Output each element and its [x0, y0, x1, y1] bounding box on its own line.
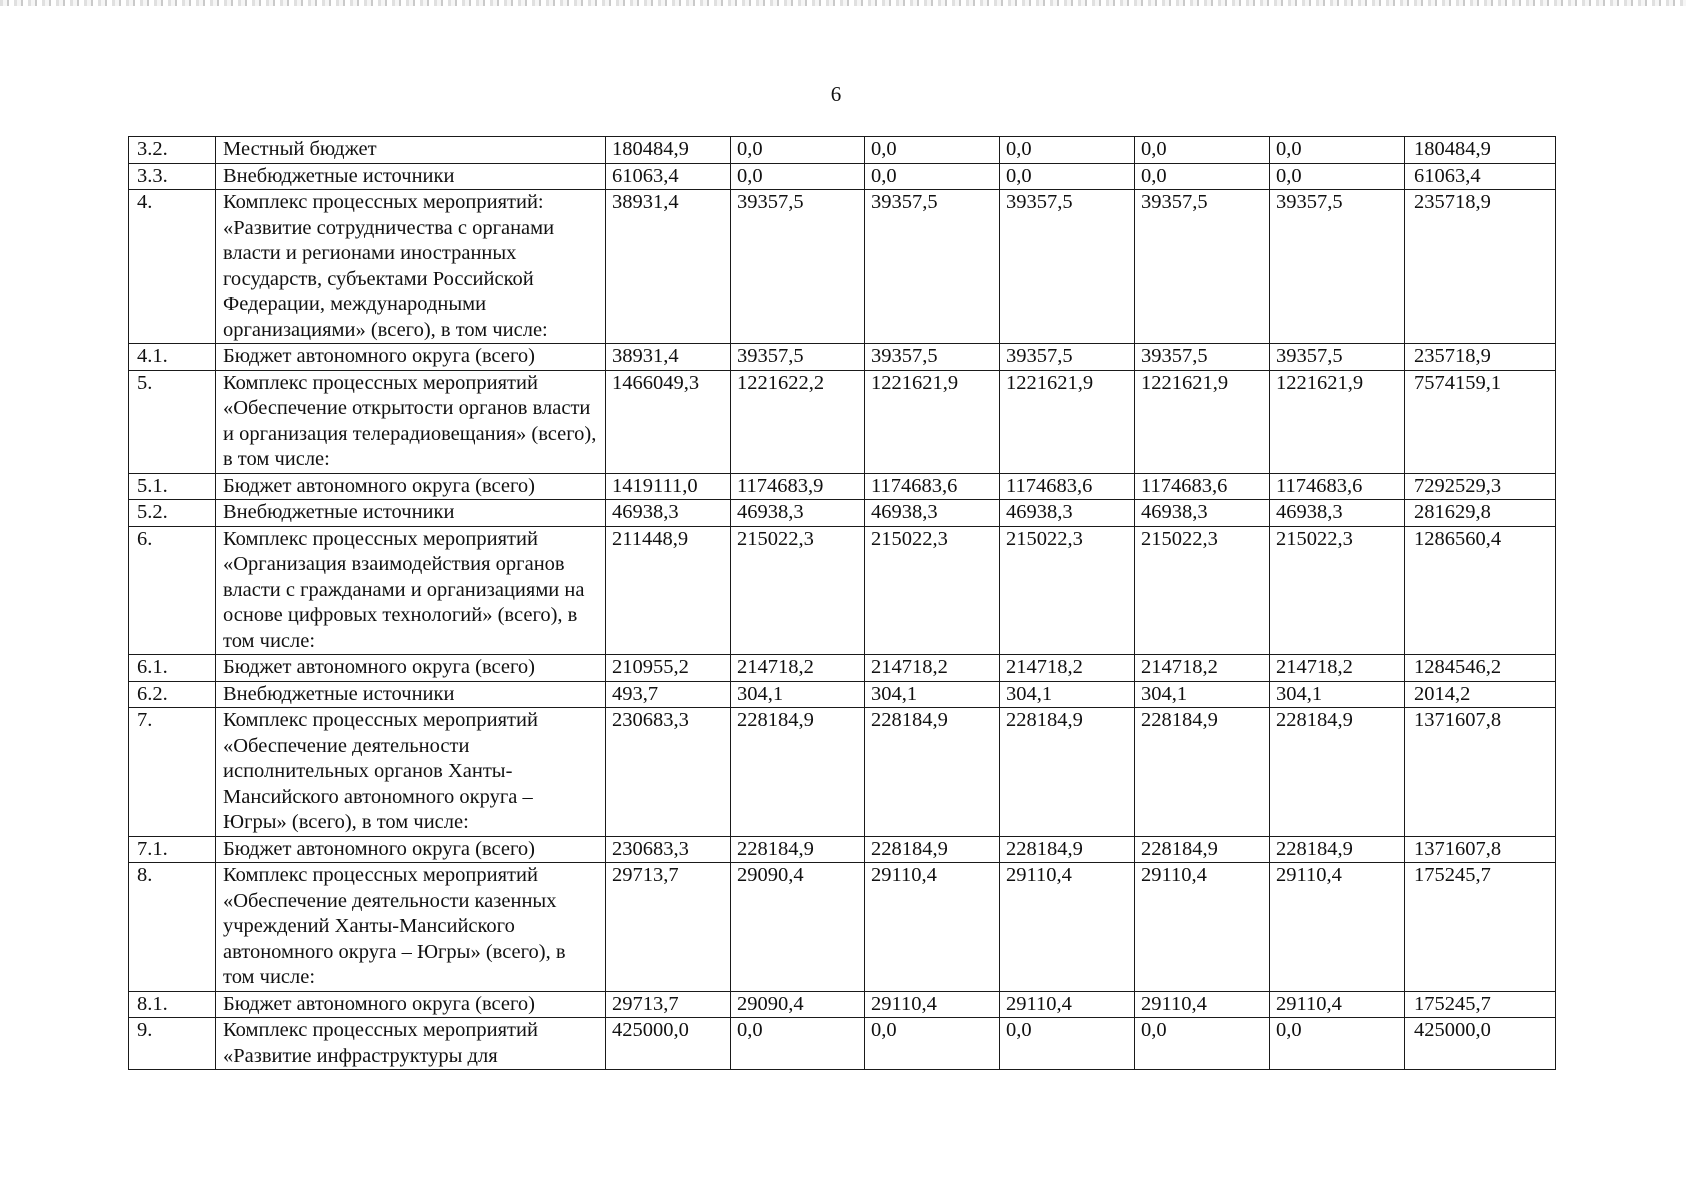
- row-code: 4.: [129, 190, 216, 344]
- row-value-cell: 228184,9: [1270, 708, 1405, 837]
- row-value-cell: 29090,4: [731, 863, 865, 992]
- table-body: [129, 137, 1556, 1070]
- row-value-cell: 39357,5: [1135, 190, 1270, 344]
- row-value-cell: 228184,9: [731, 836, 865, 863]
- row-total-cell: 281629,8: [1405, 500, 1556, 527]
- row-value-cell: 29110,4: [1135, 991, 1270, 1018]
- row-value-cell: 0,0: [1135, 163, 1270, 190]
- row-name: Комплекс процессных мероприятий: «Развитие сотрудничества с органами власти и регионами иностранных государств, субъектами Российской Федерации, международными организациями» (всего), в том числе:: [216, 190, 606, 344]
- row-value-cell: 0,0: [731, 137, 865, 164]
- row-value-cell: 1174683,9: [731, 473, 865, 500]
- row-name: Комплекс процессных мероприятий «Обеспечение деятельности исполнительных органов Ханты-Мансийского автономного округа – Югры» (всего), в том числе:: [216, 708, 606, 837]
- table-row: [129, 655, 1556, 682]
- table-row: [129, 526, 1556, 655]
- row-name: Бюджет автономного округа (всего): [216, 344, 606, 371]
- row-code: 8.1.: [129, 991, 216, 1018]
- row-value-cell: 230683,3: [606, 708, 731, 837]
- row-value-cell: 214718,2: [731, 655, 865, 682]
- row-value-cell: 304,1: [731, 681, 865, 708]
- row-value-cell: 0,0: [1000, 137, 1135, 164]
- row-name: Бюджет автономного округа (всего): [216, 836, 606, 863]
- row-value-cell: 0,0: [731, 1018, 865, 1070]
- table-row: [129, 137, 1556, 164]
- row-value-cell: 29110,4: [1135, 863, 1270, 992]
- row-value-cell: 493,7: [606, 681, 731, 708]
- row-value-cell: 228184,9: [865, 836, 1000, 863]
- row-value-cell: 29090,4: [731, 991, 865, 1018]
- row-value-cell: 0,0: [1270, 163, 1405, 190]
- row-value-cell: 214718,2: [1135, 655, 1270, 682]
- row-value-cell: 304,1: [1000, 681, 1135, 708]
- row-value-cell: 29110,4: [1000, 991, 1135, 1018]
- row-total-cell: 2014,2: [1405, 681, 1556, 708]
- row-name: Внебюджетные источники: [216, 681, 606, 708]
- row-value-cell: 0,0: [1000, 1018, 1135, 1070]
- row-value-cell: 1174683,6: [1000, 473, 1135, 500]
- table-row: [129, 681, 1556, 708]
- row-value-cell: 1221621,9: [1000, 370, 1135, 473]
- row-value-cell: 46938,3: [865, 500, 1000, 527]
- row-value-cell: 29110,4: [865, 863, 1000, 992]
- table-row: [129, 500, 1556, 527]
- row-value-cell: 0,0: [1135, 1018, 1270, 1070]
- row-value-cell: 46938,3: [731, 500, 865, 527]
- row-value-cell: 1174683,6: [865, 473, 1000, 500]
- table-row: [129, 708, 1556, 837]
- row-value-cell: 228184,9: [865, 708, 1000, 837]
- row-value-cell: 39357,5: [1000, 344, 1135, 371]
- row-value-cell: 211448,9: [606, 526, 731, 655]
- row-value-cell: 46938,3: [606, 500, 731, 527]
- row-value-cell: 210955,2: [606, 655, 731, 682]
- table-row: [129, 473, 1556, 500]
- row-total-cell: 61063,4: [1405, 163, 1556, 190]
- table-row: [129, 991, 1556, 1018]
- row-code: 6.1.: [129, 655, 216, 682]
- row-total-cell: 175245,7: [1405, 991, 1556, 1018]
- row-value-cell: 1174683,6: [1135, 473, 1270, 500]
- row-value-cell: 29110,4: [1000, 863, 1135, 992]
- row-code: 4.1.: [129, 344, 216, 371]
- row-value-cell: 38931,4: [606, 344, 731, 371]
- row-value-cell: 228184,9: [1270, 836, 1405, 863]
- row-code: 6.2.: [129, 681, 216, 708]
- row-value-cell: 215022,3: [1135, 526, 1270, 655]
- budget-table: [128, 136, 1556, 1070]
- row-code: 7.1.: [129, 836, 216, 863]
- row-value-cell: 39357,5: [731, 190, 865, 344]
- row-code: 3.3.: [129, 163, 216, 190]
- row-value-cell: 214718,2: [1270, 655, 1405, 682]
- row-value-cell: 39357,5: [1000, 190, 1135, 344]
- row-total-cell: 7574159,1: [1405, 370, 1556, 473]
- row-value-cell: 0,0: [731, 163, 865, 190]
- row-name: Бюджет автономного округа (всего): [216, 655, 606, 682]
- row-value-cell: 304,1: [1270, 681, 1405, 708]
- row-value-cell: 304,1: [1135, 681, 1270, 708]
- row-total-cell: 1371607,8: [1405, 836, 1556, 863]
- row-value-cell: 0,0: [865, 1018, 1000, 1070]
- row-total-cell: 1284546,2: [1405, 655, 1556, 682]
- page-number: 6: [830, 82, 842, 106]
- row-code: 5.2.: [129, 500, 216, 527]
- row-value-cell: 1221621,9: [1270, 370, 1405, 473]
- row-name: Комплекс процессных мероприятий «Обеспечение деятельности казенных учреждений Ханты-Мансийского автономного округа – Югры» (всего), в том числе:: [216, 863, 606, 992]
- row-value-cell: 29110,4: [1270, 991, 1405, 1018]
- row-value-cell: 39357,5: [731, 344, 865, 371]
- row-total-cell: 235718,9: [1405, 190, 1556, 344]
- row-value-cell: 46938,3: [1270, 500, 1405, 527]
- row-value-cell: 228184,9: [1000, 708, 1135, 837]
- row-value-cell: 215022,3: [1000, 526, 1135, 655]
- row-name: Комплекс процессных мероприятий «Обеспечение открытости органов власти и организация телерадиовещания» (всего), в том числе:: [216, 370, 606, 473]
- table-row: [129, 863, 1556, 992]
- row-value-cell: 214718,2: [865, 655, 1000, 682]
- row-code: 7.: [129, 708, 216, 837]
- row-name: Внебюджетные источники: [216, 163, 606, 190]
- row-value-cell: 29110,4: [1270, 863, 1405, 992]
- row-value-cell: 39357,5: [1270, 190, 1405, 344]
- row-value-cell: 0,0: [865, 163, 1000, 190]
- table-row: [129, 836, 1556, 863]
- row-code: 3.2.: [129, 137, 216, 164]
- row-value-cell: 1221622,2: [731, 370, 865, 473]
- row-value-cell: 228184,9: [1135, 708, 1270, 837]
- row-value-cell: 425000,0: [606, 1018, 731, 1070]
- row-value-cell: 0,0: [865, 137, 1000, 164]
- row-value-cell: 304,1: [865, 681, 1000, 708]
- row-value-cell: 61063,4: [606, 163, 731, 190]
- row-value-cell: 214718,2: [1000, 655, 1135, 682]
- row-value-cell: 215022,3: [731, 526, 865, 655]
- row-total-cell: 175245,7: [1405, 863, 1556, 992]
- row-total-cell: 180484,9: [1405, 137, 1556, 164]
- table-row: [129, 344, 1556, 371]
- row-value-cell: 29110,4: [865, 991, 1000, 1018]
- row-value-cell: 228184,9: [1000, 836, 1135, 863]
- row-value-cell: 215022,3: [865, 526, 1000, 655]
- scan-edge-artifact: [0, 0, 1686, 6]
- row-code: 5.1.: [129, 473, 216, 500]
- row-value-cell: 230683,3: [606, 836, 731, 863]
- row-code: 6.: [129, 526, 216, 655]
- row-value-cell: 228184,9: [731, 708, 865, 837]
- row-name: Комплекс процессных мероприятий «Организация взаимодействия органов власти с гражданами и организациями на основе цифровых технологий» (всего), в том числе:: [216, 526, 606, 655]
- row-code: 9.: [129, 1018, 216, 1070]
- row-value-cell: 1221621,9: [1135, 370, 1270, 473]
- row-total-cell: 1371607,8: [1405, 708, 1556, 837]
- row-value-cell: 1466049,3: [606, 370, 731, 473]
- row-name: Бюджет автономного округа (всего): [216, 991, 606, 1018]
- row-value-cell: 1174683,6: [1270, 473, 1405, 500]
- row-value-cell: 1419111,0: [606, 473, 731, 500]
- row-name: Бюджет автономного округа (всего): [216, 473, 606, 500]
- row-value-cell: 46938,3: [1135, 500, 1270, 527]
- row-value-cell: 29713,7: [606, 991, 731, 1018]
- row-value-cell: 39357,5: [1270, 344, 1405, 371]
- row-name: Комплекс процессных мероприятий «Развитие инфраструктуры для: [216, 1018, 606, 1070]
- table-row: [129, 163, 1556, 190]
- row-total-cell: 7292529,3: [1405, 473, 1556, 500]
- row-value-cell: 0,0: [1135, 137, 1270, 164]
- row-total-cell: 1286560,4: [1405, 526, 1556, 655]
- row-value-cell: 228184,9: [1135, 836, 1270, 863]
- table-row: [129, 370, 1556, 473]
- row-value-cell: 215022,3: [1270, 526, 1405, 655]
- row-total-cell: 235718,9: [1405, 344, 1556, 371]
- row-value-cell: 180484,9: [606, 137, 731, 164]
- table-row: [129, 1018, 1556, 1070]
- row-name: Местный бюджет: [216, 137, 606, 164]
- row-code: 8.: [129, 863, 216, 992]
- row-value-cell: 46938,3: [1000, 500, 1135, 527]
- row-code: 5.: [129, 370, 216, 473]
- row-value-cell: 39357,5: [865, 344, 1000, 371]
- row-value-cell: 38931,4: [606, 190, 731, 344]
- row-value-cell: 39357,5: [1135, 344, 1270, 371]
- row-value-cell: 0,0: [1000, 163, 1135, 190]
- row-total-cell: 425000,0: [1405, 1018, 1556, 1070]
- row-value-cell: 29713,7: [606, 863, 731, 992]
- row-name: Внебюджетные источники: [216, 500, 606, 527]
- table-row: [129, 190, 1556, 344]
- row-value-cell: 0,0: [1270, 1018, 1405, 1070]
- row-value-cell: 1221621,9: [865, 370, 1000, 473]
- row-value-cell: 0,0: [1270, 137, 1405, 164]
- row-value-cell: 39357,5: [865, 190, 1000, 344]
